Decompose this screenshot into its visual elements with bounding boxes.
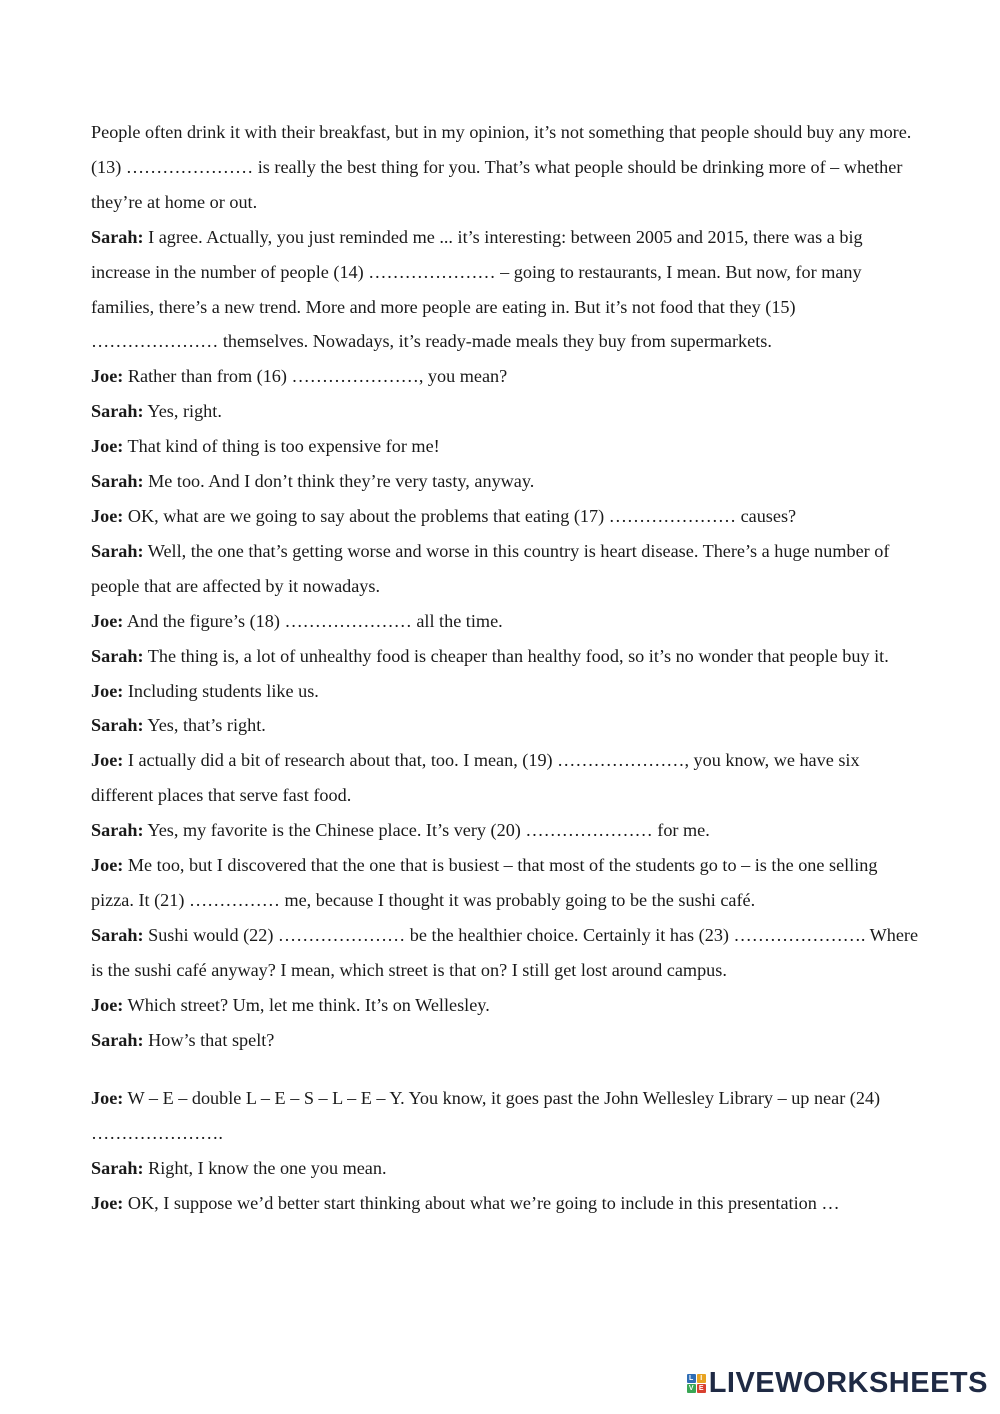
dialogue-line: Sarah: Yes, right. [91, 401, 222, 422]
speaker-label: Joe: [91, 1088, 124, 1109]
dialogue-line: People often drink it with their breakfast, but in my opinion, it’s not something that people should buy any more. (13) ………………… is really the best thing for you. That’s what people should be drinking more of – whether they’re at home or out. [91, 122, 912, 212]
dialogue-line: Joe: Including students like us. [91, 680, 319, 701]
speaker-label: Joe: [91, 750, 124, 771]
dialogue-line: Joe: And the figure’s (18) ………………… all the time. [91, 610, 503, 631]
speaker-label: Joe: [91, 505, 124, 526]
dialogue-line: Sarah: Me too. And I don’t think they’re very tasty, anyway. [91, 471, 535, 492]
speaker-label: Sarah: [91, 540, 144, 561]
dialogue-line: Joe: OK, what are we going to say about the problems that eating (17) ………………… causes? [91, 505, 797, 526]
badge-letter: I [697, 1374, 706, 1383]
dialogue-line: Sarah: Yes, that’s right. [91, 715, 266, 736]
dialogue-line: Joe: W – E – double L – E – S – L – E – Y. You know, it goes past the John Wellesley Library – up near (24) …………………. [91, 1088, 881, 1144]
speaker-label: Sarah: [91, 1158, 144, 1179]
dialogue-line: Joe: OK, I suppose we’d better start thinking about what we’re going to include in this presentation … [91, 1193, 840, 1214]
speaker-label: Sarah: [91, 924, 144, 945]
brand-name: LIVEWORKSHEETS [708, 1367, 988, 1399]
dialogue-line: Sarah: Yes, my favorite is the Chinese place. It’s very (20) ………………… for me. [91, 820, 710, 841]
speaker-label: Joe: [91, 366, 124, 387]
worksheet-page [91, 115, 921, 1221]
dialogue-line: Joe: That kind of thing is too expensive for me! [91, 436, 440, 457]
dialogue-line: Joe: Rather than from (16) …………………, you mean? [91, 366, 508, 387]
speaker-label: Sarah: [91, 645, 144, 666]
dialogue-line: Sarah: Well, the one that’s getting worse and worse in this country is heart disease. There’s a huge number of people that are affected by it nowadays. [91, 540, 890, 596]
dialogue-line: Sarah: I agree. Actually, you just reminded me ... it’s interesting: between 2005 and 2015, there was a big increase in the number of people (14) ………………… – going to restaurants, I mean. But now, for many families, there’s a new trend. More and more people are eating in. But it’s not food that they (15) ………………… themselves. Nowadays, it’s ready-made meals they buy from supermarkets. [91, 226, 863, 352]
speaker-label: Joe: [91, 1193, 124, 1214]
dialogue-line: Sarah: The thing is, a lot of unhealthy food is cheaper than healthy food, so it’s no wonder that people buy it. [91, 645, 889, 666]
speaker-label: Sarah: [91, 401, 144, 422]
liveworksheets-logo [687, 1367, 988, 1400]
speaker-label: Joe: [91, 680, 124, 701]
speaker-label: Sarah: [91, 820, 144, 841]
speaker-label: Joe: [91, 994, 124, 1015]
paragraph-spacer [91, 1057, 921, 1081]
badge-letter: V [687, 1384, 696, 1393]
badge-letter: L [687, 1374, 696, 1383]
speaker-label: Joe: [91, 436, 124, 457]
dialogue-line: Sarah: How’s that spelt? [91, 1029, 275, 1050]
speaker-label: Joe: [91, 610, 124, 631]
speaker-label: Sarah: [91, 715, 144, 736]
badge-letter: E [697, 1384, 706, 1393]
speaker-label: Sarah: [91, 471, 144, 492]
liveworksheets-badge-icon [687, 1374, 706, 1393]
speaker-label: Sarah: [91, 226, 144, 247]
speaker-label: Sarah: [91, 1029, 144, 1050]
dialogue-line: Joe: Me too, but I discovered that the one that is busiest – that most of the students go to – is the one selling pizza. It (21) …………… me, because I thought it was probably going to be the sushi café. [91, 855, 878, 910]
dialogue-line: Joe: I actually did a bit of research about that, too. I mean, (19) …………………, you know, we have six different places that serve fast food. [91, 750, 860, 806]
speaker-label: Joe: [91, 855, 124, 876]
dialogue-line: Joe: Which street? Um, let me think. It’s on Wellesley. [91, 994, 490, 1015]
dialogue-line: Sarah: Sushi would (22) ………………… be the healthier choice. Certainly it has (23) …………………. Where is the sushi café anyway? I mean, which street is that on? I still get lost around campus. [91, 924, 919, 980]
dialogue-line: Sarah: Right, I know the one you mean. [91, 1158, 387, 1179]
